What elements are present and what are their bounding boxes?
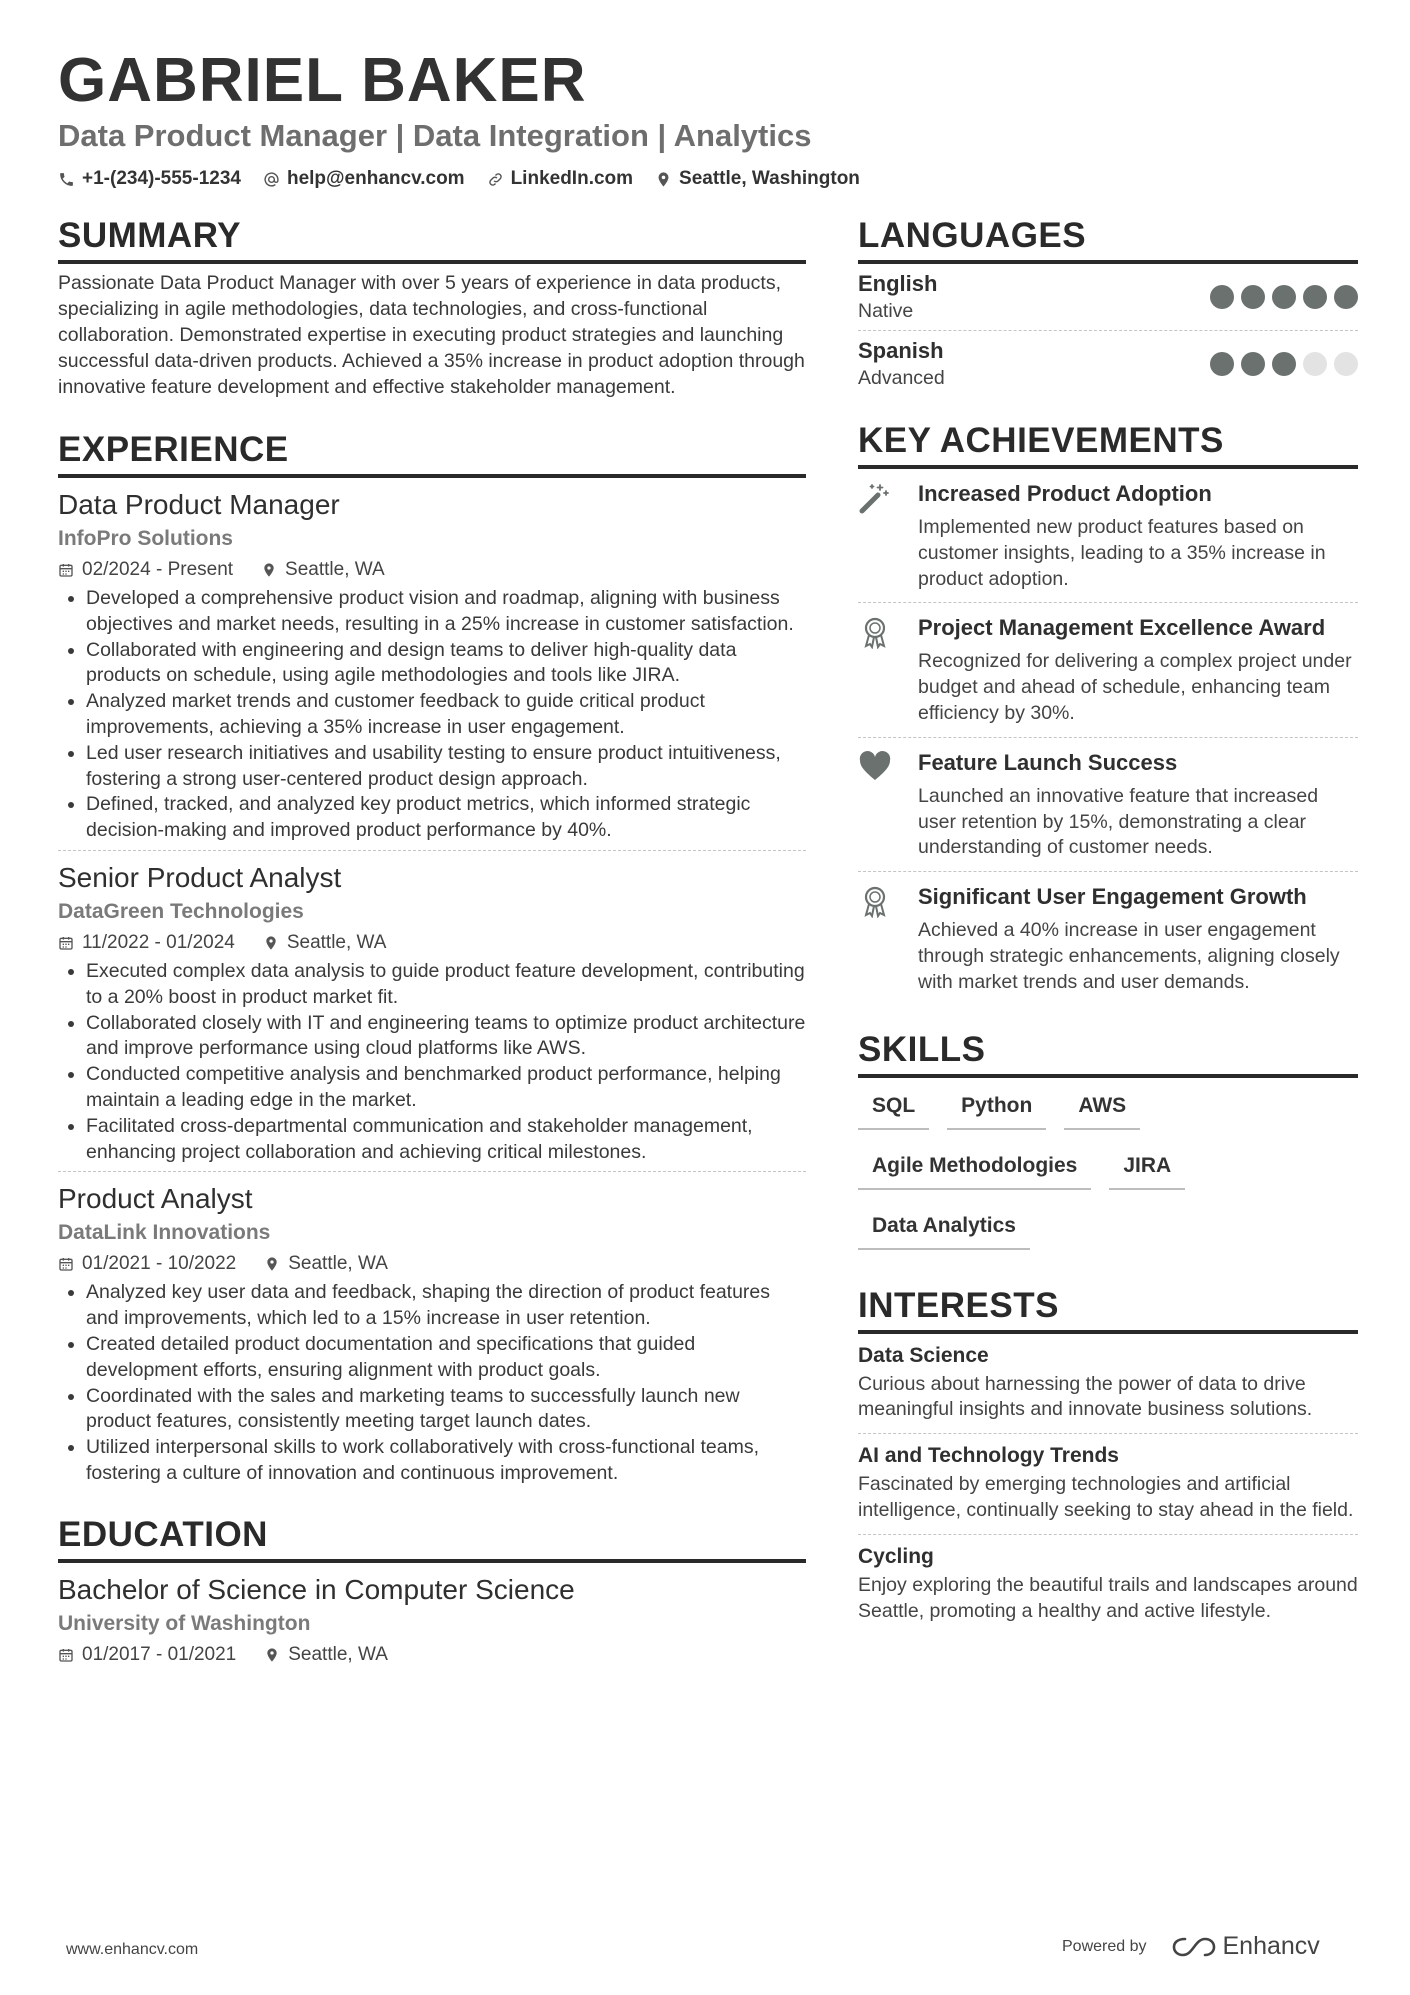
- location-icon: [264, 1256, 280, 1272]
- skill-tag: SQL: [858, 1086, 929, 1130]
- job-bullet: • Conducted competitive analysis and benchmarked product performance, helping maintain a leading edge in the market.: [86, 1062, 806, 1114]
- achievement-title: Project Management Excellence Award: [918, 615, 1326, 641]
- language-name: English: [858, 271, 938, 296]
- education-dates-text: 01/2017 - 01/2021: [82, 1643, 237, 1665]
- contact-location-text: Seattle, Washington: [679, 168, 860, 189]
- job-role: Product Analyst: [58, 1183, 253, 1215]
- skills-list: [858, 1086, 1358, 1266]
- job-meta: [58, 556, 806, 584]
- calendar-icon: [58, 935, 74, 951]
- job-bullet: • Utilized interpersonal skills to work collaboratively with cross-functional teams, fostering a culture of innovation and continuous improvement.: [86, 1435, 806, 1487]
- link-icon: [487, 171, 504, 188]
- job-bullet: • Facilitated cross-departmental communication and stakeholder management, enhancing project collaboration and achieving critical milestones.: [86, 1114, 806, 1166]
- footer-branding: [1062, 1932, 1320, 1961]
- job-location-text: Seattle, WA: [286, 931, 387, 953]
- job-bullet: • Created detailed product documentation and specifications that guided development efforts, ensuring alignment with product goals.: [86, 1332, 806, 1384]
- job-bullet: • Executed complex data analysis to guide product feature development, contributing to a 20% boost in product market fit.: [86, 959, 806, 1011]
- skills-heading: SKILLS: [858, 1028, 1358, 1078]
- language-item: [858, 264, 1358, 330]
- interest-desc: Enjoy exploring the beautiful trails and landscapes around Seattle, promoting a healthy and active lifestyle.: [858, 1573, 1358, 1622]
- interest-title: Cycling: [858, 1544, 934, 1568]
- job-entry: [58, 1171, 806, 1486]
- location-icon: [264, 1647, 280, 1663]
- rating-dot: [1303, 285, 1327, 309]
- skills-section: [858, 1028, 1358, 1266]
- job-location: [263, 929, 387, 957]
- achievement-title: Increased Product Adoption: [918, 481, 1212, 506]
- job-company: InfoPro Solutions: [58, 527, 233, 550]
- job-dates: [58, 1250, 236, 1278]
- language-level: Native: [858, 300, 914, 322]
- job-dates-text: 01/2021 - 10/2022: [82, 1253, 237, 1275]
- language-name: Spanish: [858, 338, 944, 363]
- language-item: [858, 330, 1358, 397]
- job-bullet: • Coordinated with the sales and marketing teams to successfully launch new product features, consistently meeting target launch dates.: [86, 1384, 806, 1436]
- summary-section: [58, 214, 806, 400]
- education-section: [58, 1513, 806, 1669]
- contact-phone[interactable]: [58, 168, 241, 190]
- contact-location: [655, 168, 860, 190]
- footer-website[interactable]: www.enhancv.com: [66, 1941, 199, 1958]
- achievements-section: [858, 419, 1358, 1006]
- job-dates-text: 02/2024 - Present: [82, 559, 234, 580]
- job-location: [264, 1250, 388, 1278]
- job-bullets: [58, 959, 806, 1165]
- summary-heading: SUMMARY: [58, 214, 806, 264]
- job-meta: [58, 1250, 806, 1278]
- interest-item: [858, 1433, 1358, 1534]
- rating-dot: [1334, 285, 1358, 309]
- interest-title: AI and Technology Trends: [858, 1444, 1119, 1468]
- achievements-heading: KEY ACHIEVEMENTS: [858, 419, 1358, 469]
- interest-title: Data Science: [858, 1343, 989, 1367]
- education-dates: [58, 1641, 236, 1669]
- experience-section: [58, 428, 806, 1487]
- skill-tag: Python: [947, 1086, 1046, 1130]
- rating-dot: [1241, 285, 1265, 309]
- job-bullet: • Collaborated closely with IT and engineering teams to optimize product architecture and improve performance using cloud platforms like AWS.: [86, 1011, 806, 1063]
- award-ribbon-icon: [858, 884, 892, 918]
- location-icon: [263, 935, 279, 951]
- skill-tag: JIRA: [1109, 1146, 1185, 1190]
- calendar-icon: [58, 562, 74, 578]
- rating-dot: [1272, 285, 1296, 309]
- brand-name: Enhancv: [1222, 1932, 1320, 1960]
- job-bullet: • Analyzed key user data and feedback, shaping the direction of product features and improvements, which led to a 15% increase in user retention.: [86, 1280, 806, 1332]
- brand-logo[interactable]: [1171, 1932, 1320, 1961]
- job-bullet: • Defined, tracked, and analyzed key product metrics, which informed strategic decision-making and improved product performance by 40%.: [86, 792, 806, 844]
- calendar-icon: [58, 1256, 74, 1272]
- languages-heading: LANGUAGES: [858, 214, 1358, 264]
- job-role: Data Product Manager: [58, 489, 340, 520]
- rating-dot: [1272, 352, 1296, 376]
- job-company: DataGreen Technologies: [58, 899, 304, 923]
- contact-email[interactable]: [263, 168, 465, 190]
- interest-item: [858, 1334, 1358, 1434]
- rating-dot: [1210, 285, 1234, 309]
- education-degree: Bachelor of Science in Computer Science: [58, 1573, 575, 1605]
- contact-email-text: help@enhancv.com: [286, 168, 465, 189]
- job-dates: [58, 929, 235, 957]
- summary-text: Passionate Data Product Manager with over 5 years of experience in data products, specializing in agile methodologies, data technologies, and cross-functional collaboration. Demonstrated expertise in executing product strategies and launching successful data-driven products. Achieved a 35% increase in product adoption through innovative feature development and effective stakeholder management.: [58, 272, 805, 398]
- rating-dot: [1241, 352, 1265, 376]
- at-icon: [263, 171, 280, 188]
- language-info: [858, 337, 945, 391]
- achievement-desc: Recognized for delivering a complex project under budget and ahead of schedule, enhancing team efficiency by 30%.: [918, 650, 1352, 724]
- achievement-item: [858, 469, 1358, 602]
- location-icon: [261, 562, 277, 578]
- interests-section: [858, 1284, 1358, 1635]
- job-bullet: • Collaborated with engineering and design teams to deliver high-quality data products on schedule, using agile methodologies and tools like JIRA.: [86, 638, 806, 690]
- contact-linkedin-text: LinkedIn.com: [510, 168, 634, 189]
- job-bullet: • Led user research initiatives and usability testing to ensure product intuitiveness, fostering a strong user-centered product design approach.: [86, 741, 806, 793]
- powered-by-label: Powered by: [1062, 1937, 1147, 1955]
- rating-dot: [1303, 352, 1327, 376]
- job-dates: [58, 556, 233, 584]
- achievement-title: Feature Launch Success: [918, 749, 1178, 775]
- education-heading: EDUCATION: [58, 1513, 806, 1563]
- job-bullets: [58, 586, 806, 844]
- language-info: [858, 270, 937, 324]
- education-location: [264, 1641, 388, 1669]
- education-meta: [58, 1641, 806, 1669]
- interest-desc: Curious about harnessing the power of data to drive meaningful insights and innovate business solutions.: [858, 1372, 1313, 1421]
- job-company: DataLink Innovations: [58, 1221, 271, 1245]
- interest-desc: Fascinated by emerging technologies and artificial intelligence, continually seeking to stay ahead in the field.: [858, 1473, 1354, 1521]
- achievement-desc: Achieved a 40% increase in user engagement through strategic enhancements, aligning closely with market trends and user demands.: [918, 919, 1340, 993]
- job-bullet: • Analyzed market trends and customer feedback to guide critical product improvements, achieving a 35% increase in user engagement.: [86, 689, 806, 741]
- achievement-item: [858, 737, 1358, 871]
- contact-bar: [58, 168, 882, 190]
- skill-tag: Data Analytics: [858, 1206, 1030, 1250]
- skill-tag: AWS: [1064, 1086, 1140, 1130]
- magic-wand-icon: [858, 481, 892, 515]
- languages-section: [858, 214, 1358, 397]
- location-icon: [655, 171, 672, 188]
- job-location: [261, 556, 385, 584]
- enhancv-logo-icon: [1171, 1934, 1217, 1960]
- experience-heading: EXPERIENCE: [58, 428, 806, 478]
- education-entry: [58, 1563, 806, 1669]
- language-level: Advanced: [858, 367, 945, 389]
- award-ribbon-icon: [858, 615, 892, 649]
- skill-tag: Agile Methodologies: [858, 1146, 1091, 1190]
- interests-heading: INTERESTS: [858, 1284, 1358, 1334]
- interest-item: [858, 1534, 1358, 1635]
- rating-dot: [1210, 352, 1234, 376]
- job-location-text: Seattle, WA: [288, 1253, 388, 1275]
- left-column: [58, 214, 806, 1669]
- heart-icon: [858, 750, 892, 784]
- achievement-desc: Launched an innovative feature that increased user retention by 15%, demonstrating a clear understanding of customer needs.: [918, 784, 1319, 859]
- job-dates-text: 11/2022 - 01/2024: [82, 931, 235, 953]
- right-column: [858, 214, 1358, 1634]
- job-entry: [58, 850, 806, 1165]
- candidate-title: Data Product Manager | Data Integration | Analytics: [58, 118, 812, 153]
- job-meta: [58, 929, 806, 957]
- achievement-title: Significant User Engagement Growth: [918, 884, 1307, 910]
- job-bullet: • Developed a comprehensive product vision and roadmap, aligning with business objectives and market needs, resulting in a 25% increase in customer satisfaction.: [86, 586, 806, 638]
- job-location-text: Seattle, WA: [285, 559, 385, 580]
- language-rating: [1203, 285, 1358, 309]
- language-rating: [1203, 352, 1358, 376]
- education-location-text: Seattle, WA: [288, 1643, 388, 1665]
- achievement-desc: Implemented new product features based on customer insights, leading to a 35% increase in product adoption.: [918, 516, 1326, 590]
- candidate-name: GABRIEL BAKER: [58, 46, 587, 115]
- achievement-item: [858, 602, 1358, 736]
- job-entry: [58, 478, 806, 844]
- job-bullets: [58, 1280, 806, 1486]
- education-school: University of Washington: [58, 1611, 311, 1635]
- contact-linkedin[interactable]: [487, 168, 633, 190]
- job-role: Senior Product Analyst: [58, 861, 342, 893]
- phone-icon: [58, 171, 75, 188]
- contact-phone-text: +1-(234)-555-1234: [82, 168, 241, 189]
- achievement-item: [858, 871, 1358, 1005]
- calendar-icon: [58, 1647, 74, 1663]
- rating-dot: [1334, 352, 1358, 376]
